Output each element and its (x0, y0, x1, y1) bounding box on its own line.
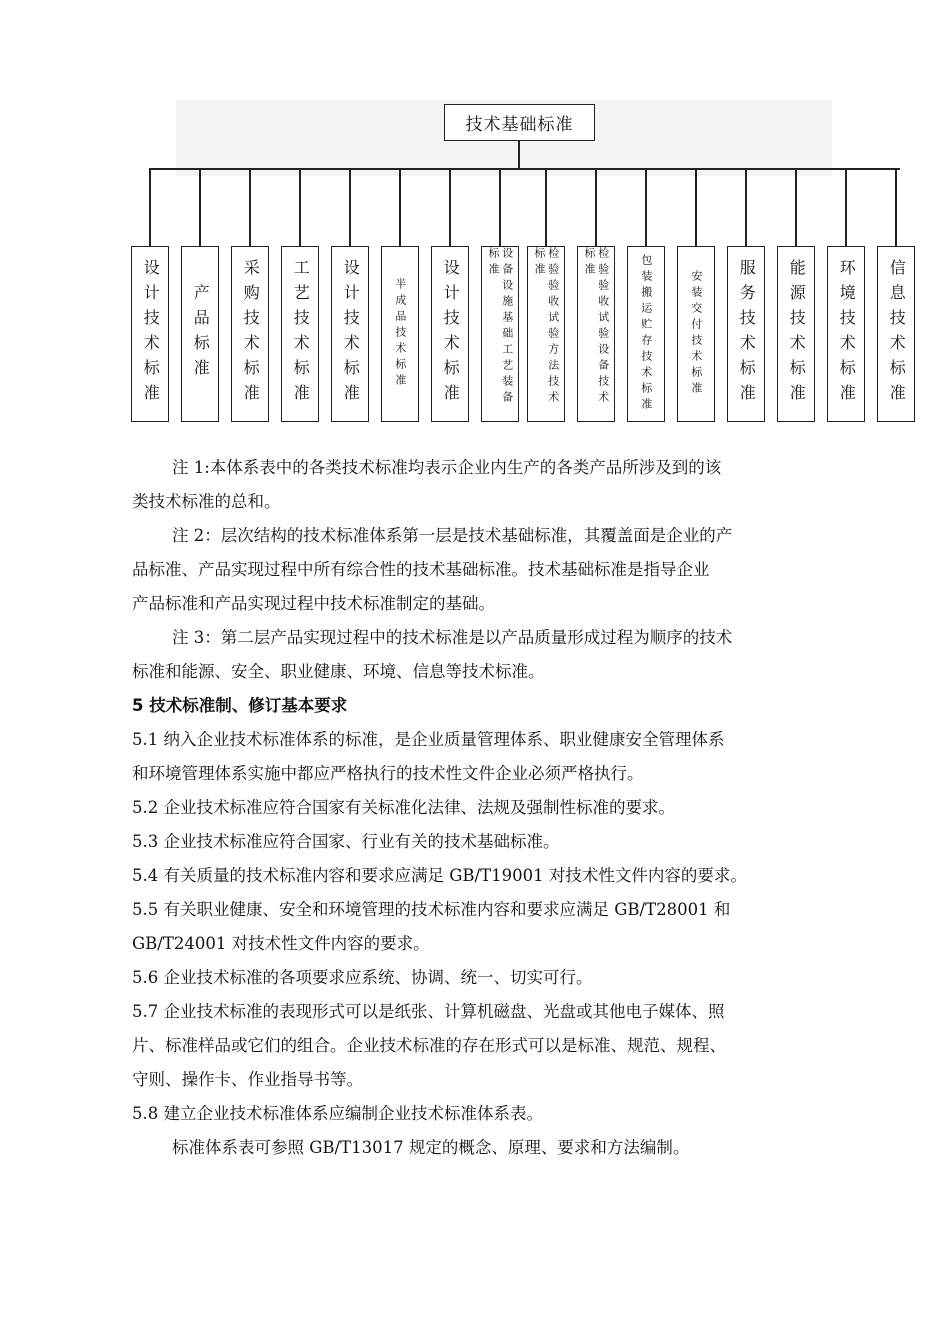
child-node (481, 246, 519, 422)
child-node (181, 246, 219, 422)
item-5-3 (132, 825, 822, 859)
item-5-7 (132, 995, 822, 1097)
text-line: 和环境管理体系实施中都应严格执行的技术性文件企业必须严格执行。 (132, 764, 644, 783)
child-connector (499, 168, 501, 246)
child-node (331, 246, 369, 422)
child-node (627, 246, 665, 422)
child-node (727, 246, 765, 422)
child-node-label: 半成品技术标准 (393, 278, 407, 390)
child-node-label: 设计技术标准 (141, 259, 161, 409)
text-line: 产品标准和产品实现过程中技术标准制定的基础。 (132, 594, 495, 613)
note-3 (132, 621, 822, 689)
child-node-label: 能源技术标准 (787, 259, 807, 409)
child-connector (149, 168, 151, 246)
root-connector (518, 141, 520, 169)
child-node (431, 246, 469, 422)
child-node-label: 环境技术标准 (837, 259, 857, 409)
text-line: 注 1:本体系表中的各类技术标准均表示企业内生产的各类产品所涉及到的该 (172, 458, 722, 477)
child-node-label: 设备设施基础工艺装备标准 (487, 247, 514, 407)
item-5-4 (132, 859, 822, 893)
text-line: 5.7 企业技术标准的表现形式可以是纸张、计算机磁盘、光盘或其他电子媒体、照 (132, 1002, 725, 1021)
text-line: 5.8 建立企业技术标准体系应编制企业技术标准体系表。 (132, 1104, 543, 1123)
child-connector (595, 168, 597, 246)
child-connector (695, 168, 697, 246)
child-node-label: 设计技术标准 (441, 259, 461, 409)
item-5-5 (132, 893, 822, 961)
child-node-label: 包装搬运贮存技术标准 (639, 254, 653, 414)
child-connector (845, 168, 847, 246)
text-line: 注 3：第二层产品实现过程中的技术标准是以产品质量形成过程为顺序的技术 (172, 628, 733, 647)
root-node (444, 104, 595, 141)
item-5-1 (132, 723, 822, 791)
child-node (877, 246, 915, 422)
text-line: 5.3 企业技术标准应符合国家、行业有关的技术基础标准。 (132, 832, 560, 851)
text-line: 5.5 有关职业健康、安全和环境管理的技术标准内容和要求应满足 GB/T28001 和 (132, 900, 731, 919)
child-connector (199, 168, 201, 246)
item-5-2 (132, 791, 822, 825)
note-2 (132, 519, 822, 621)
child-node-label: 采购技术标准 (241, 259, 261, 409)
child-connector (399, 168, 401, 246)
child-node (281, 246, 319, 422)
child-connector (299, 168, 301, 246)
text-line: 5.1 纳入企业技术标准体系的标准，是企业质量管理体系、职业健康安全管理体系 (132, 730, 725, 749)
text-line: 类技术标准的总和。 (132, 492, 281, 511)
note-1 (132, 451, 822, 519)
text-line: GB/T24001 对技术性文件内容的要求。 (132, 934, 430, 953)
child-node-label: 检验验收试验方法技术标准 (533, 247, 560, 407)
child-connector (745, 168, 747, 246)
text-line: 守则、操作卡、作业指导书等。 (132, 1070, 363, 1089)
horizontal-bus (149, 168, 900, 170)
child-node-label: 设计技术标准 (341, 259, 361, 409)
section-heading (132, 689, 822, 723)
text-line: 品标准、产品实现过程中所有综合性的技术基础标准。技术基础标准是指导企业 (132, 560, 710, 579)
child-connector (449, 168, 451, 246)
child-node-label: 工艺技术标准 (291, 259, 311, 409)
child-node (527, 246, 565, 422)
text-line: 标准体系表可参照 GB/T13017 规定的概念、原理、要求和方法编制。 (172, 1138, 690, 1157)
child-node (777, 246, 815, 422)
child-node-label: 安装交付技术标准 (689, 270, 703, 398)
child-node-label: 信息技术标准 (887, 259, 907, 409)
child-node (381, 246, 419, 422)
text-line: 5.4 有关质量的技术标准内容和要求应满足 GB/T19001 对技术性文件内容的要求。 (132, 866, 747, 885)
child-node (131, 246, 169, 422)
child-node (231, 246, 269, 422)
text-line: 5.6 企业技术标准的各项要求应系统、协调、统一、切实可行。 (132, 968, 593, 987)
child-node (827, 246, 865, 422)
child-node-label: 检验验收试验设备技术标准 (583, 247, 610, 407)
child-connector (895, 168, 897, 246)
item-5-6 (132, 961, 822, 995)
child-node-label: 服务技术标准 (737, 259, 757, 409)
text-line: 5.2 企业技术标准应符合国家有关标准化法律、法规及强制性标准的要求。 (132, 798, 675, 817)
text-line: 片、标准样品或它们的组合。企业技术标准的存在形式可以是标准、规范、规程、 (132, 1036, 726, 1055)
child-connector (645, 168, 647, 246)
text-line: 注 2：层次结构的技术标准体系第一层是技术基础标准，其覆盖面是企业的产 (172, 526, 733, 545)
child-connector (545, 168, 547, 246)
root-node-label: 技术基础标准 (465, 115, 574, 135)
section-heading-text: 5 技术标准制、修订基本要求 (132, 696, 348, 715)
child-connector (249, 168, 251, 246)
text-line: 标准和能源、安全、职业健康、环境、信息等技术标准。 (132, 662, 545, 681)
child-node (577, 246, 615, 422)
child-connector (795, 168, 797, 246)
child-connector (349, 168, 351, 246)
child-node (677, 246, 715, 422)
child-node-label: 产品标准 (191, 284, 211, 384)
item-5-8 (132, 1097, 822, 1165)
